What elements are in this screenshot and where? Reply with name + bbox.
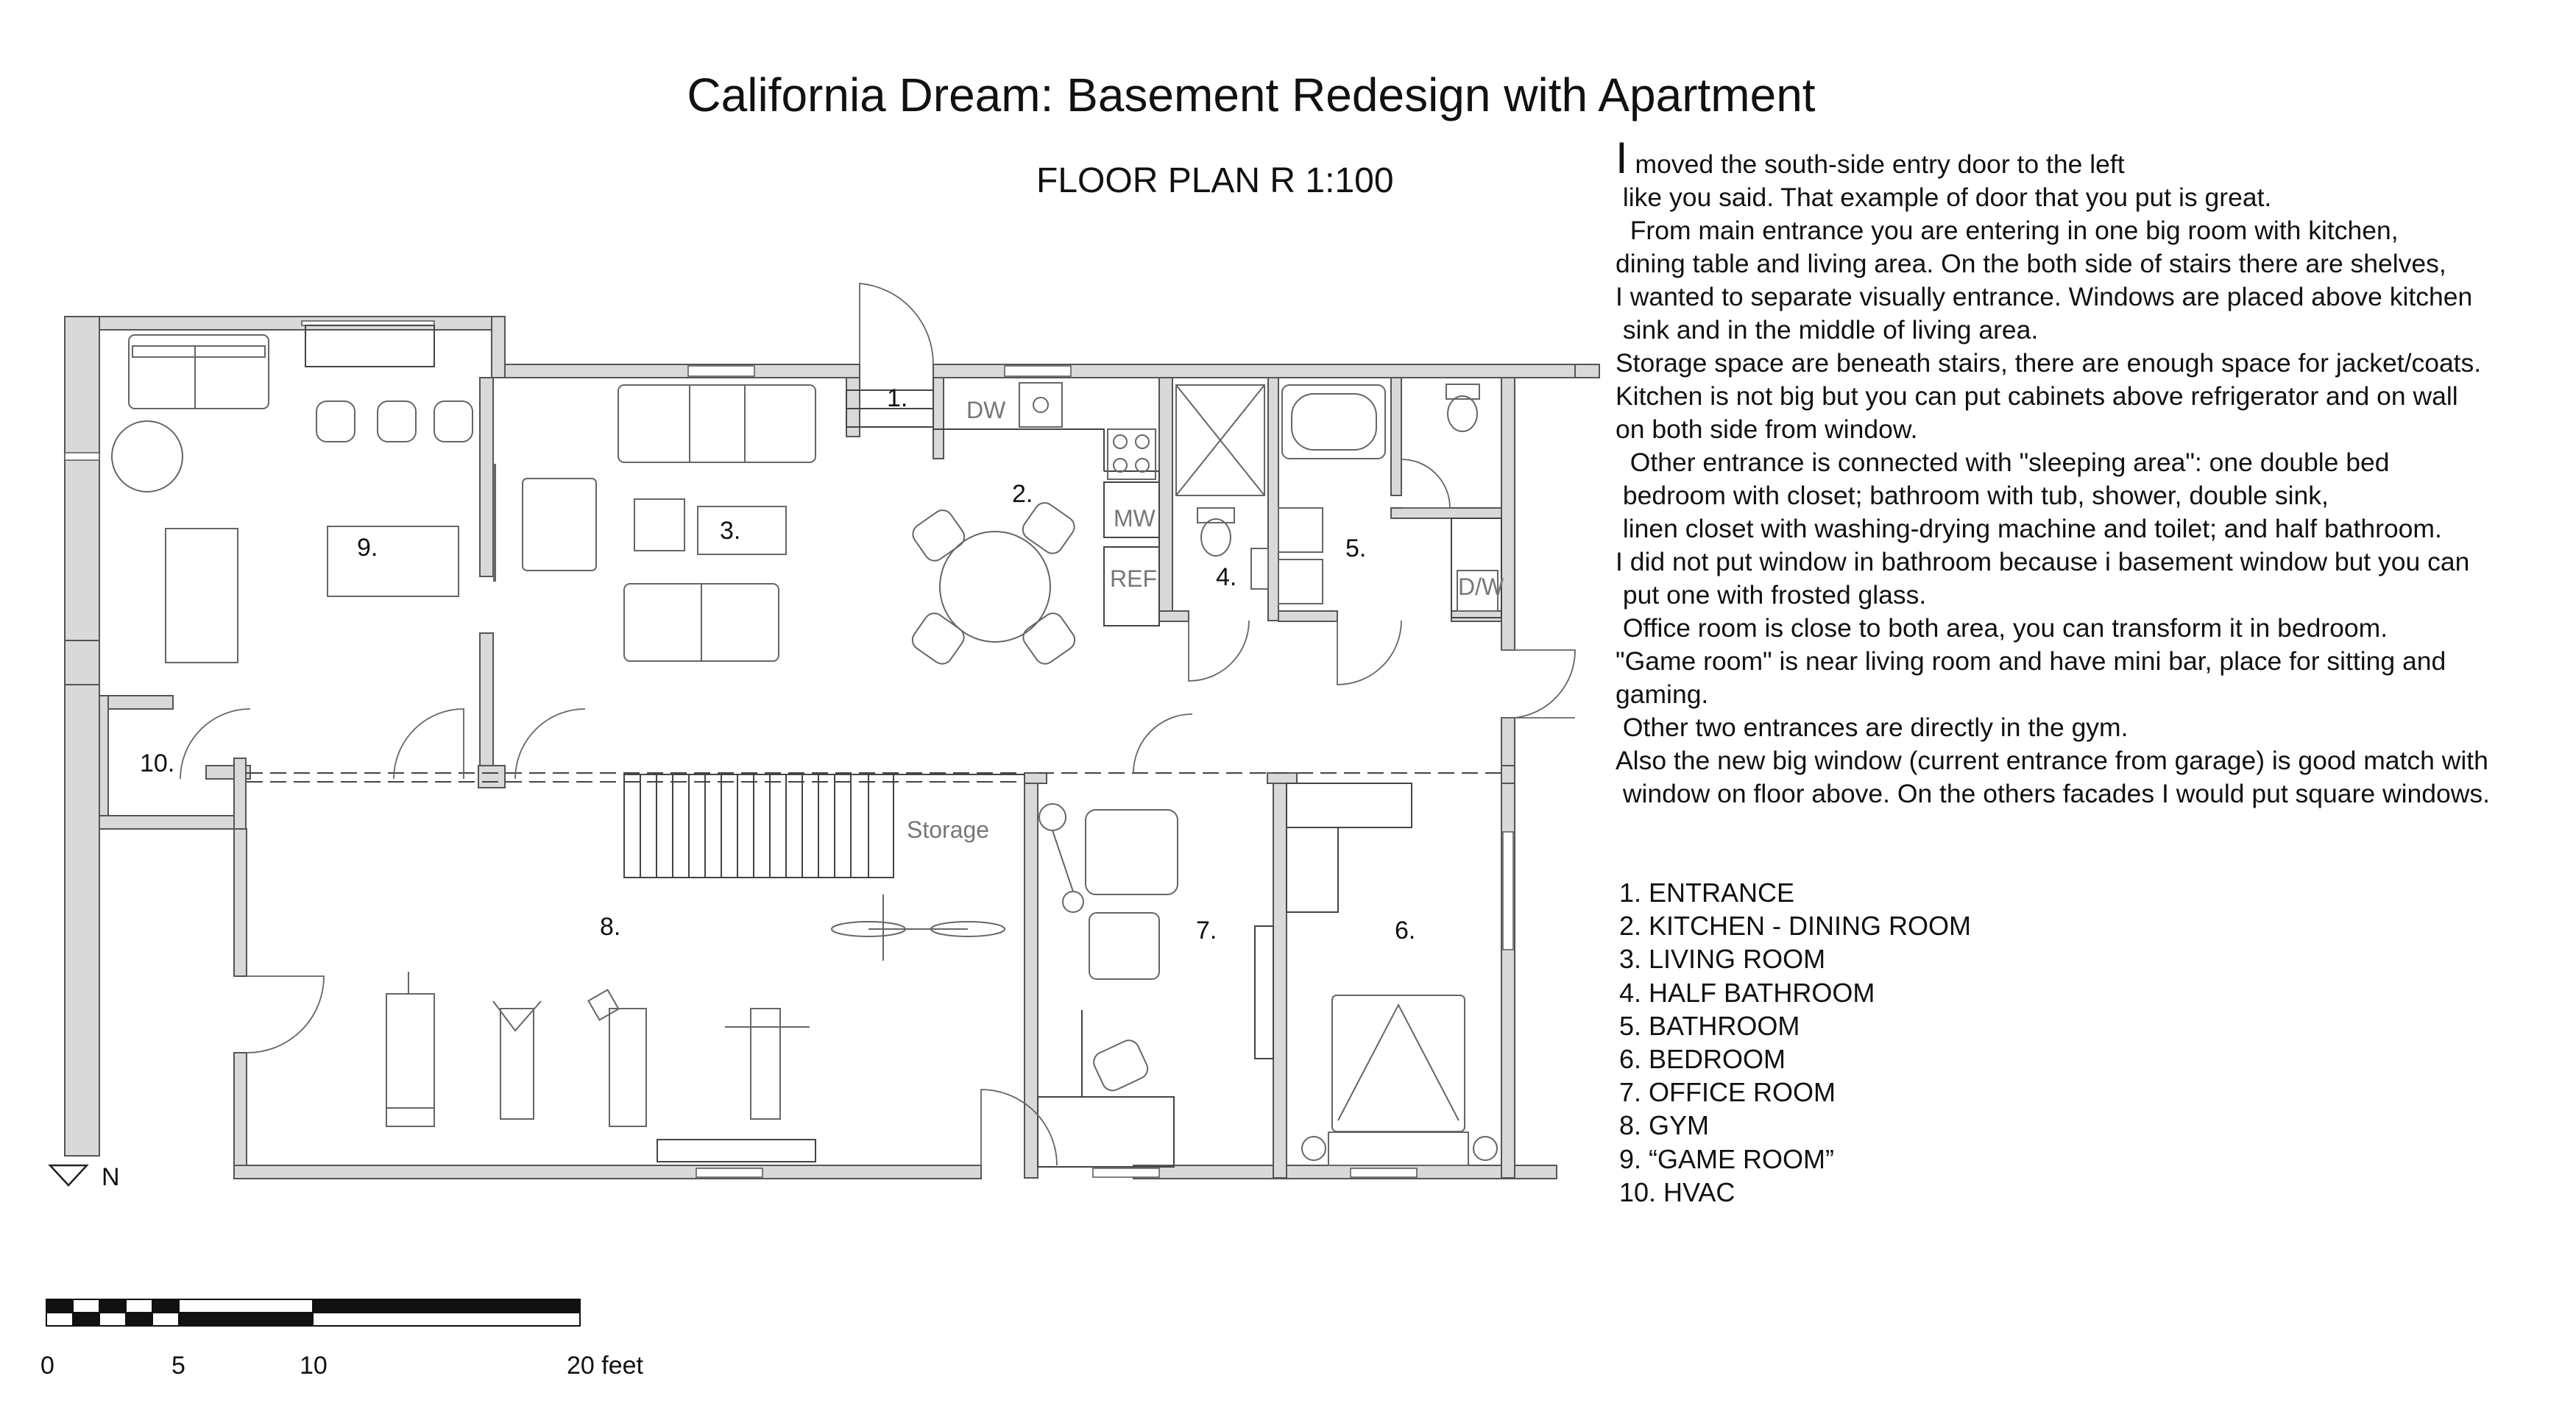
room-number-10: 10. [140, 749, 175, 777]
room-number-2: 2. [1012, 480, 1033, 508]
windows [65, 321, 1513, 1177]
room-number-9: 9. [357, 534, 378, 562]
furniture [112, 335, 1498, 1165]
drawing-title: California Dream: Basement Redesign with Apartment [687, 68, 1816, 121]
legend-item: 10. HVAC [1619, 1176, 1735, 1207]
notes-line: moved the south-side entry door to the left [1627, 149, 2125, 179]
notes-line: I wanted to separate visually entrance. Windows are placed above kitchen [1616, 282, 2473, 311]
notes-line: Office room is close to both area, you can transform it in bedroom. [1616, 613, 2388, 643]
notes-line: "Game room" is near living room and have mini bar, place for sitting and [1616, 646, 2446, 676]
legend-item: 7. OFFICE ROOM [1619, 1077, 1836, 1108]
legend-item: 6. BEDROOM [1619, 1044, 1786, 1075]
drawing-subtitle: FLOOR PLAN R 1:100 [1036, 161, 1394, 200]
legend-item: 3. LIVING ROOM [1619, 944, 1826, 975]
scale-tick-10: 10 [300, 1352, 328, 1380]
legend-item: 8. GYM [1619, 1110, 1710, 1141]
scale-tick-20: 20 feet [567, 1352, 643, 1380]
legend-item: 9. “GAME ROOM” [1619, 1143, 1835, 1174]
north-label: N [102, 1163, 120, 1191]
notes-line: gaming. [1616, 679, 1709, 709]
notes-line: Kitchen is not big but you can put cabinets above refrigerator and on wall [1616, 381, 2458, 411]
armchair [523, 479, 596, 571]
storage-label: Storage [907, 816, 990, 843]
notes-line: window on floor above. On the others facades I would put square windows. [1616, 779, 2490, 808]
notes-line: put one with frosted glass. [1616, 580, 1927, 610]
notes-line: Also the new big window (current entrance from garage) is good match with [1616, 746, 2488, 775]
office-chair [1086, 810, 1178, 894]
notes-line: linen closet with washing-drying machine and toilet; and half bathroom. [1616, 514, 2442, 543]
design-notes [1616, 133, 2572, 811]
legend-item: 1. ENTRANCE [1619, 878, 1795, 908]
weight-machine [609, 1009, 646, 1126]
notes-line: dining table and living area. On the both side of stairs there are shelves, [1616, 249, 2446, 278]
notes-line: Other entrance is connected with "sleeping area": one double bed [1616, 448, 2390, 477]
scale-tick-5: 5 [171, 1352, 185, 1380]
washer-dryer-label: D/W [1458, 573, 1504, 600]
legend-item: 5. BATHROOM [1619, 1010, 1800, 1041]
notes-line: like you said. That example of door that you put is great. [1616, 183, 2272, 212]
room-number-7: 7. [1196, 917, 1217, 945]
notes-line: bedroom with closet; bathroom with tub, shower, double sink, [1616, 481, 2329, 510]
legend-item: 2. KITCHEN - DINING ROOM [1619, 911, 1972, 942]
walls [65, 317, 1599, 1179]
weight-bench [751, 1009, 780, 1119]
room-number-1: 1. [887, 384, 908, 412]
room-number-3: 3. [720, 517, 741, 545]
round-table [112, 421, 183, 492]
refrigerator-label: REF [1110, 565, 1157, 592]
treadmill [386, 994, 434, 1126]
notes-line: sink and in the middle of living area. [1616, 315, 2039, 345]
sofa [618, 385, 815, 462]
scale-bar [46, 1299, 580, 1326]
dishwasher-label: DW [966, 397, 1006, 423]
north-arrow-icon [50, 1165, 87, 1185]
room-legend [1619, 876, 1971, 1209]
room-number-6: 6. [1395, 917, 1416, 945]
notes-drop-cap: I [1616, 133, 1628, 183]
exercise-bike [832, 894, 1005, 961]
room-number-5: 5. [1345, 534, 1367, 562]
legend-item: 4. HALF BATHROOM [1619, 977, 1875, 1008]
notes-line: Other two entrances are directly in the gym. [1616, 713, 2129, 742]
notes-line: From main entrance you are entering in one big room with kitchen, [1616, 216, 2399, 245]
room-number-8: 8. [600, 913, 621, 941]
elliptical [500, 1009, 534, 1119]
notes-line: I did not put window in bathroom because i basement window but you can [1616, 547, 2470, 576]
doors [180, 283, 1575, 1165]
room-number-4: 4. [1216, 563, 1237, 591]
notes-line: on both side from window. [1616, 414, 1918, 444]
microwave-label: MW [1114, 505, 1156, 532]
notes-line: Storage space are beneath stairs, there are enough space for jacket/coats. [1616, 348, 2482, 378]
double-bed [1332, 995, 1465, 1132]
scale-tick-0: 0 [40, 1352, 54, 1380]
